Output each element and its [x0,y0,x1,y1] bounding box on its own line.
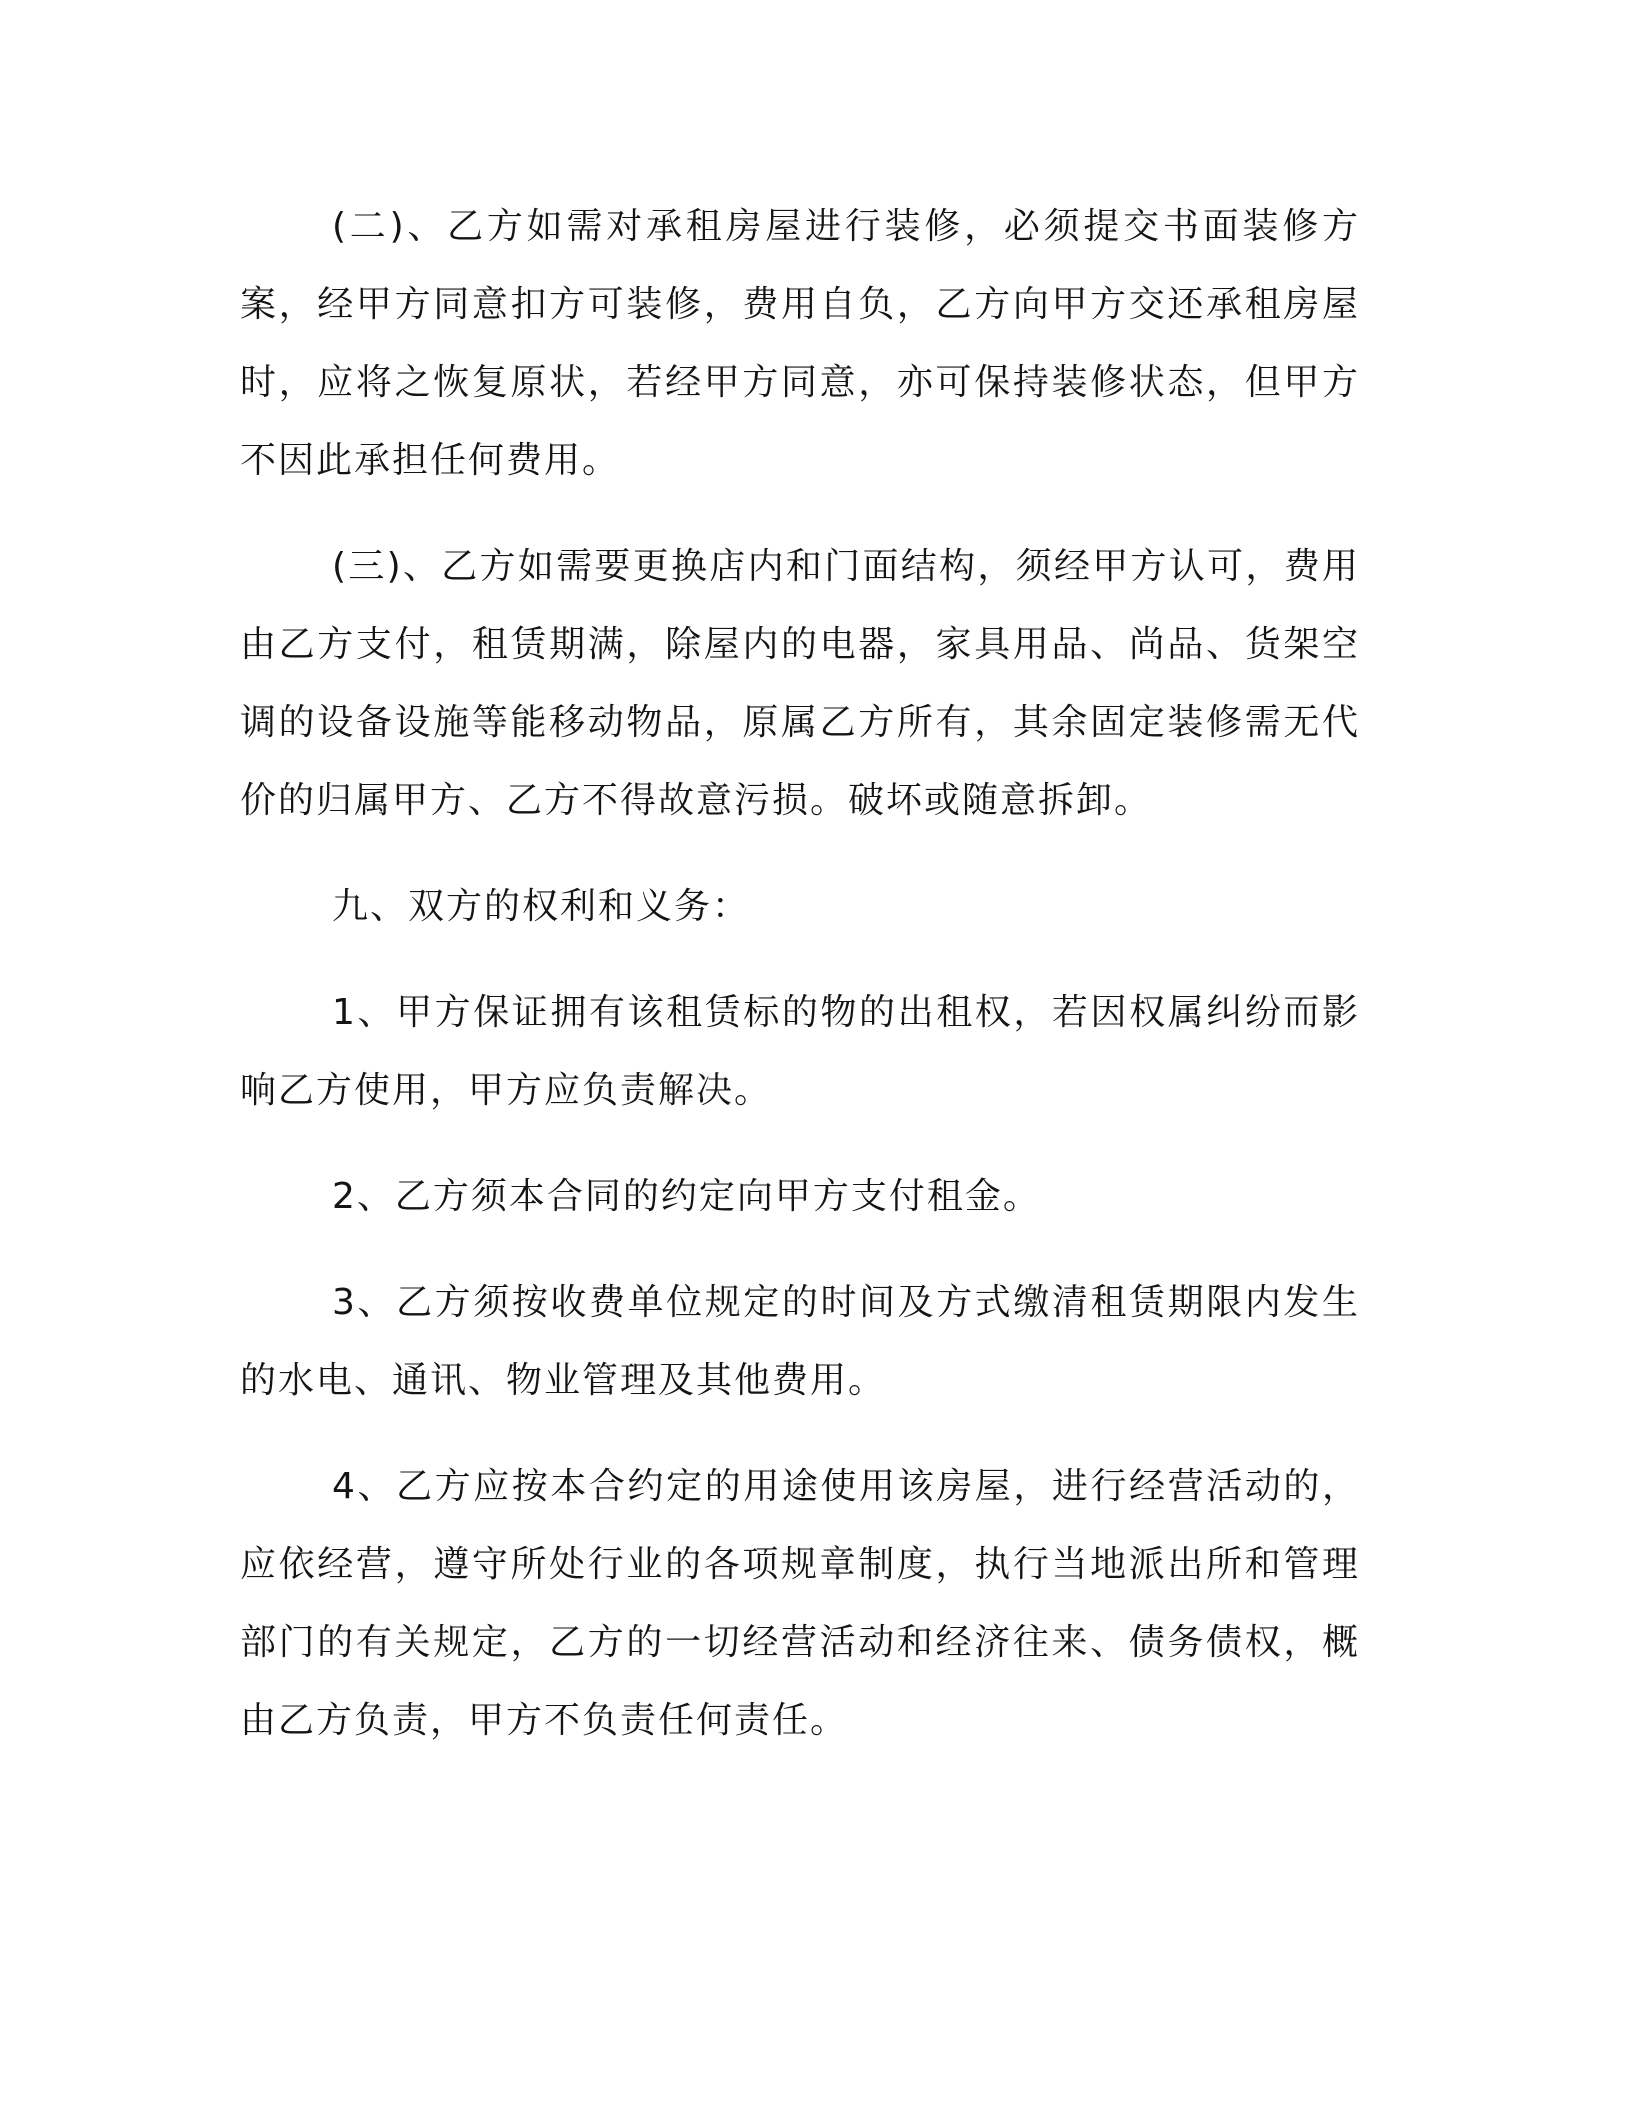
paragraph-item-3: 3、乙方须按收费单位规定的时间及方式缴清租赁期限内发生的水电、通讯、物业管理及其他费用。 [240,1282,1360,1401]
paragraph-item-2: 2、乙方须本合同的约定向甲方支付租金。 [332,1176,1041,1217]
section-heading-rights-obligations: 九、双方的权利和义务： [332,886,751,927]
paragraph-item-4: 4、乙方应按本合约定的用途使用该房屋，进行经营活动的，应依经营，遵守所处行业的各项规章制度，执行当地派出所和管理部门的有关规定，乙方的一切经营活动和经济往来、债务债权，概由乙方负责，甲方不负责任何责任。 [240,1466,1360,1741]
paragraph-item-1: 1、甲方保证拥有该租赁标的物的出租权，若因权属纠纷而影响乙方使用，甲方应负责解决。 [240,992,1360,1111]
document-body [240,188,1360,1788]
paragraph-renovation-clause: (二)、乙方如需对承租房屋进行装修，必须提交书面装修方案，经甲方同意扣方可装修，费用自负，乙方向甲方交还承租房屋时，应将之恢复原状，若经甲方同意，亦可保持装修状态，但甲方不因此承担任何费用。 [240,206,1360,481]
paragraph-structure-change-clause: (三)、乙方如需要更换店内和门面结构，须经甲方认可，费用由乙方支付，租赁期满，除屋内的电器，家具用品、尚品、货架空调的设备设施等能移动物品，原属乙方所有，其余固定装修需无代价的归属甲方、乙方不得故意污损。破坏或随意拆卸。 [240,546,1360,821]
